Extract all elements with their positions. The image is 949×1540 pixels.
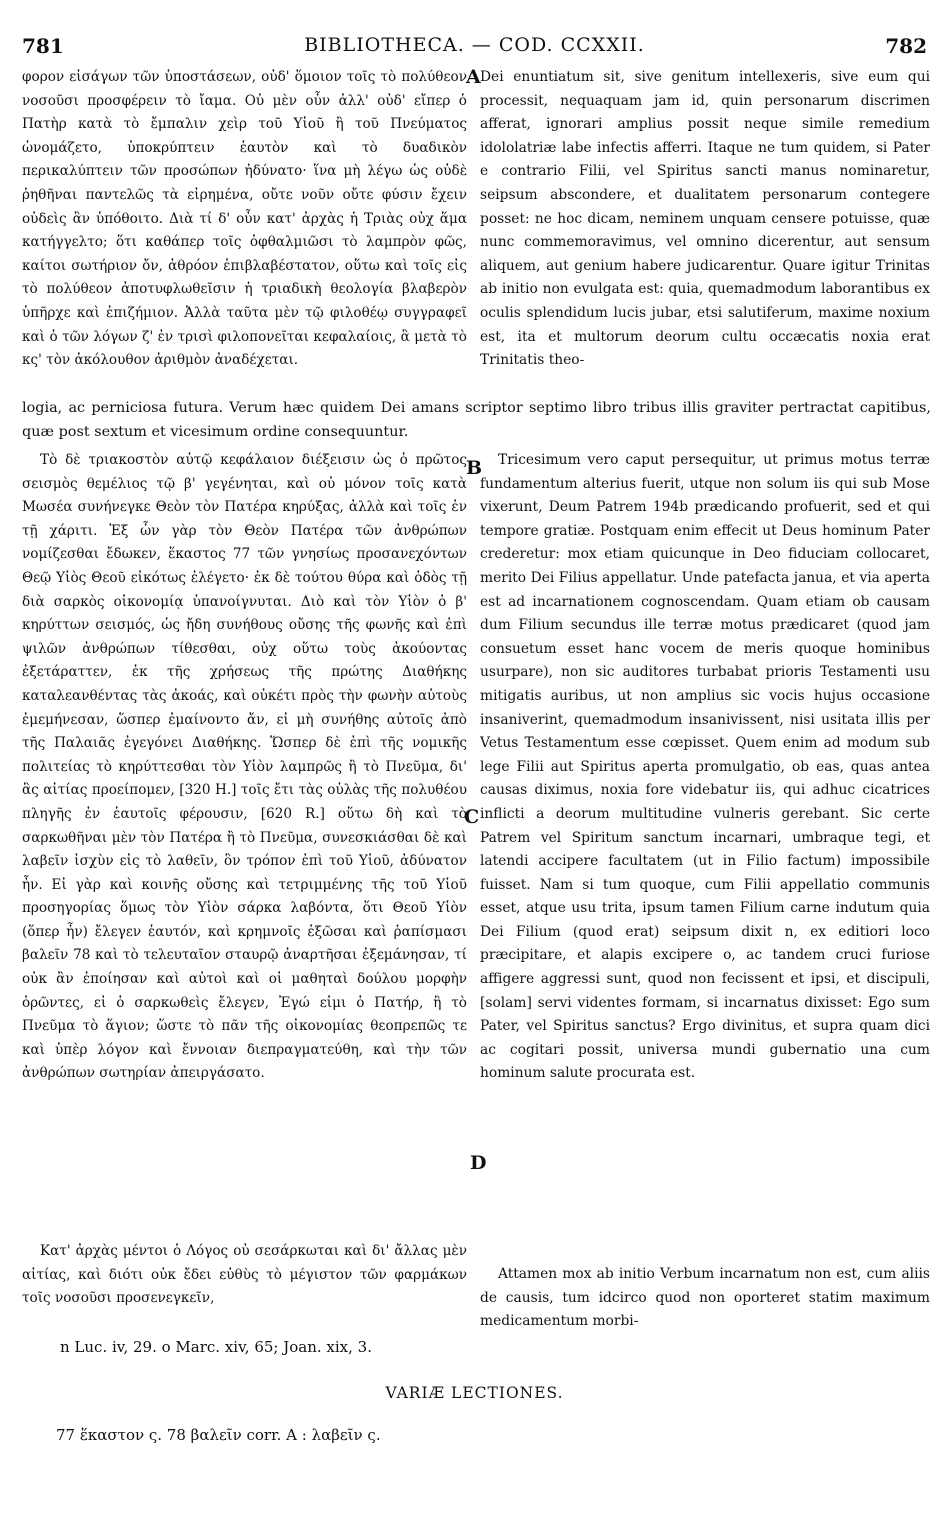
greek-column-middle (22, 449, 467, 1209)
margin-marker-b: B (466, 457, 483, 479)
greek-paragraph-3: Κατ' ἀρχὰς μέντοι ὁ Λόγος οὐ σεσάρκωται καὶ δι' ἄλλας μὲν αἰτίας, καὶ διότι οὐκ ἔδει εὐθὺς τὸ μέγιστον τῶν φαρμάκων τοῖς νοσοῦσι προσενεγκεῖν, (22, 1243, 467, 1307)
page-number-left: 781 (22, 34, 64, 58)
latin-paragraph-2: Tricesimum vero caput persequitur, ut primus motus terræ fundamentum alterius fuerit, utque non solum iis qui sub Mose vixerunt, Deum Patrem 194b prædicando profuerit, sed et qui tempore gratiæ. Postquam enim effecit ut Deus hominum Pater crederetur: mox etiam quicunque in Deo fiduciam collocaret, merito Dei Filius appellatur. Unde patefacta janua, et via aperta est ad incarnationem cognoscendam. Quam etiam ob causam dum Filium secundus ille terræ motus prædicaret (quod jam consuetum esset hanc vocem de meris quoque hominibus usurpare), non sic auditores turbabat prioris Testamenti usu mitigatis auribus, ut non amplius sic vocis hujus occasione insaniverint, quemadmodum insanivissent, nisi usitata illis per Vetus Testamentum esse cœpisset. Quem enim ad modum sub lege Filii aut Spiritus aperta promulgatio, ob eas, quas antea causas diximus, noxia fore videbatur iis, qui adhuc cicatrices inflicti a deorum multitudine vulneris gerebant. Sic certe Patrem vel Spiritum sanctum incarnari, umbraque tegi, et latendi accipere facultatem (ut in Filio factum) impossibile fuisset. Nam si tum quoque, cum Filii appellatio communis esset, atque usu trita, ipsum tamen Filium carne indutum quia Dei Filium (quod erat) seipsum dixit n, ex editiori loco præcipitare, et alapis excipere o, ac tandem cruci furiose affigere aggressi sunt, quod non fecissent et ipsi, et discipuli, [solam] servi videntes formam, si incarnatus dixisset: Ego sum Pater, vel Spiritus sanctus? Ergo divinitus, et supra quam dici ac cogitari possit, universa mundi gubernatio una cum hominum salute procurata est. (480, 452, 930, 1082)
page-header (0, 34, 949, 64)
greek-column-bottom (22, 1240, 467, 1312)
running-title: BIBLIOTHECA. — COD. CCXXII. (304, 34, 645, 56)
latin-column-middle (480, 449, 930, 1259)
latin-column-bottom (480, 1263, 930, 1335)
variae-lectiones: 77 ἕκαστον ς. 78 βαλεῖν corr. A : λαβεῖν ς. (56, 1426, 381, 1444)
footnote: n Luc. iv, 29. o Marc. xiv, 65; Joan. xix, 3. (60, 1338, 372, 1356)
greek-paragraph-2: Τὸ δὲ τριακοστὸν αὐτῷ κεφάλαιον διέξεισιν ὡς ὁ πρῶτος σεισμὸς θεμέλιος τῷ β' γεγένηται, καὶ οὐ μόνον τοῖς κατὰ Μωσέα συνήνεγκε Θεὸν τὸν Πατέρα κηρύξας, ἀλλὰ καὶ τοῖς ἐν τῇ χάριτι. Ἐξ ὧν γὰρ τὸν Θεὸν Πατέρα τῶν ἀνθρώπων νομίζεσθαι ἔδωκεν, ἕκαστος 77 τῶν γνησίως προσανεχόντων Θεῷ Υἱὸς Θεοῦ εἰκότως ἐλέγετο· ἐκ δὲ τούτου θύρα καὶ ὁδὸς τῇ διὰ σαρκὸς οἰκονομίᾳ ὑπανοίγνυται. Διὸ καὶ τὸν Υἱὸν ὁ β' κηρύττων σεισμός, ὡς ἤδη συνήθους οὔσης τῆς φωνῆς καὶ ἐπὶ ψιλῶν ἀνθρώπων τίθεσθαι, οὐχ οὕτω τοὺς ἀκούοντας ἐξετάραττεν, ἐκ τῆς χρήσεως τῆς πρώτης Διαθήκης καταλεανθέντας τὰς ἀκοάς, καὶ οὐκέτι πρὸς τὴν φωνὴν αὐτοὺς ἐμεμήνεσαν, ὥσπερ ἐμαίνοντο ἄν, εἰ μὴ συνήθης αὐτοῖς ἀπὸ τῆς Παλαιᾶς ἐγεγόνει Διαθήκης. Ὥσπερ δὲ ἐπὶ τῆς νομικῆς πολιτείας τὸ κηρύττεσθαι τὸν Υἱὸν λαμπρῶς ἢ τὸ Πνεῦμα, δι' ἃς αἰτίας προείπομεν, [320 H.] τοῖς ἔτι τὰς οὐλὰς τῆς πολυθέου πληγῆς ἐν ἑαυτοῖς φέρουσιν, [620 R.] οὕτω δὴ καὶ τὸ σαρκωθῆναι μὲν τὸν Πατέρα ἢ τὸ Πνεῦμα, συνεσκιάσθαι δὲ καὶ λαβεῖν ἰσχὺν εἰς τὸ λαθεῖν, ὃν τρόπον ἐπὶ τοῦ Υἱοῦ, ἀδύνατον ἦν. Εἰ γὰρ καὶ κοινῆς οὔσης καὶ τετριμμένης τῆς τοῦ Υἱοῦ προσηγορίας ὅμως τὸν Υἱὸν σάρκα λαβόντα, ὅτι Θεοῦ Υἱὸν (ὅπερ ἦν) ἔλεγεν ἑαυτόν, καὶ κρημνοῖς ἐξῶσαι καὶ ῥαπίσμασι βαλεῖν 78 καὶ τὸ τελευταῖον σταυρῷ ἀναρτῆσαι ἐξεμάνησαν, τί οὐκ ἂν ἐποίησαν καὶ αὐτοὶ καὶ οἱ μαθηταὶ δούλου μορφὴν ὁρῶντες, εἰ ὁ σαρκωθεὶς ἔλεγεν, Ἐγώ εἰμι ὁ Πατήρ, ἢ τὸ Πνεῦμα τὸ ἅγιον; ὥστε τὸ πᾶν τῆς οἰκονομίας θεοπρεπῶς τε καὶ ὑπὲρ λόγον καὶ ἔννοιαν διεπραγματεύθη, καὶ τὴν τῶν ἀνθρώπων σωτηρίαν ἀπειργάσατο. (22, 452, 467, 1082)
page-number-right: 782 (885, 34, 927, 58)
margin-marker-c: C (464, 806, 480, 828)
latin-paragraph-3: Attamen mox ab initio Verbum incarnatum non est, cum aliis de causis, tum idcirco quod non oporteret statim maximum medicamentum morbi- (480, 1266, 930, 1330)
greek-paragraph-1: φορον εἰσάγων τῶν ὑποστάσεων, οὐδ' ὅμοιον τοῖς τὸ πολύθεον νοσοῦσι προσφέρειν τὸ ἴαμα. Οὐ μὲν οὖν ἀλλ' οὐδ' εἴπερ ὁ Πατὴρ κατὰ τὸ ἔμπαλιν χεὶρ τοῦ Υἱοῦ ἢ τοῦ Πνεύματος ὠνομάζετο, ὑποκρύπτειν ἑαυτὸν καὶ τὸ δυαδικὸν περικαλύπτειν τῶν προσώπων ἠδύνατο· ἵνα μὴ λέγω ὡς οὐδὲ ῥηθῆναι παντελῶς τὰ εἰρημένα, οὔτε νοῦν οὔτε φύσιν ἔχειν οὐδεὶς ἂν ὑπόθοιτο. Διὰ τί δ' οὖν κατ' ἀρχὰς ἡ Τριὰς οὐχ ἅμα κατήγγελτο; ὅτι καθάπερ τοῖς ὀφθαλμιῶσι τὸ λαμπρὸν φῶς, καίτοι σωτήριον ὄν, ἀθρόον ἐπιβλαβέστατον, οὕτω καὶ τοῖς εἰς τὸ πολύθεον ἀποτυφλωθεῖσιν ἡ τριαδικὴ θεολογία βλαβερὸν ὑπῆρχε καὶ ἐπιζήμιον. Ἀλλὰ ταῦτα μὲν τῷ φιλοθέῳ συγγραφεῖ καὶ ὁ τῶν λόγων ζ' ἐν τρισὶ φιλοπονεῖται κεφαλαίοις, ἃ μετὰ τὸ κς' τὸν ἀκόλουθον ἀριθμὸν ἀναδέχεται. (22, 69, 467, 369)
greek-column-top (22, 66, 467, 396)
latin-column-top (480, 66, 930, 396)
latin-paragraph-1: Dei enuntiatum sit, sive genitum intellexeris, sive eum qui processit, nequaquam jam id, quin personarum discrimen afferat, ignorari amplius possit neque simile remedium idololatriæ labe infectis afferri. Itaque ne tum quidem, si Pater e contrario Filii, vel Spiritus sancti manus nominaretur, seipsum abscondere, et dualitatem personarum contegere posset: ne hoc dicam, neminem unquam censere potuisse, quæ nunc commemoravimus, vel omnino dicerentur, aut sensum aliquem, aut genium habere judicarentur. Quare igitur Trinitas ab initio non evulgata est: quia, quemadmodum laborantibus ex oculis splendidum lucis jubar, etsi salutiferum, maxime noxium est, ita et multorum deorum cultu occæcatis noxia erat Trinitatis theo- (480, 69, 930, 369)
variae-lectiones-title: VARIÆ LECTIONES. (385, 1384, 564, 1402)
margin-marker-a: A (466, 66, 481, 88)
full-width-latin: logia, ac perniciosa futura. Verum hæc quidem Dei amans scriptor septimo libro tribus illis graviter pertractat capitibus, quæ post sextum et vicesimum ordine consequuntur. (22, 400, 931, 440)
margin-marker-d: D (470, 1152, 487, 1174)
